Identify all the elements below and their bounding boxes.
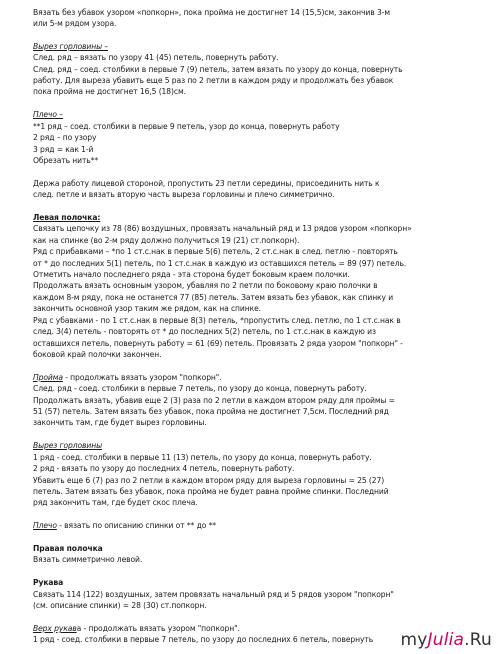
section-heading: Плечо – <box>33 110 63 119</box>
text-line: 51 (57) петель. Затем вязать без убавок, пока пройма не достигнет 7,5см. Последний ряд <box>33 407 389 416</box>
text-line: боковой край полочки закончен. <box>33 350 162 359</box>
watermark-part-ru: .Ru <box>464 630 492 650</box>
section-heading: Вырез горловины <box>33 441 102 450</box>
text-line: Вязать симметрично левой. <box>33 555 143 564</box>
text-line: Отметить начало последнего ряда - эта сторона будет боковым краем полочки. <box>33 270 350 279</box>
text-line <box>33 373 222 382</box>
text-line: **1 ряд – соед. столбики в первые 9 петель, узор до конца, повернуть работу <box>33 122 340 131</box>
text-line: Ряд с прибавками – *по 1 ст.с.нак в первые 5(6) петель, 2 ст.с.нак в след. петлю - повторять <box>33 247 398 256</box>
text-line: Обрезать нить** <box>33 156 99 165</box>
text-line <box>33 521 216 530</box>
text-line: 3 ряд = как 1-й <box>33 145 94 154</box>
text-line: или 5-м рядом узора. <box>33 19 117 28</box>
text-line: Вязать без убавок узором «попкорн», пока пройма не достигнет 14 (15,5)см, закончив 3-м <box>33 8 390 17</box>
text-line: 1 ряд - соед. столбики в первые 7 петель, по узору до последних 6 петель, повернуть <box>33 635 374 644</box>
text-line: След. ряд - соед. столбики в первые 7 петель, по узору до конца, повернуть работу. <box>33 384 367 393</box>
text-line: След. ряд – вязать по узору 41 (45) петель, повернуть работу. <box>33 53 279 62</box>
text-line: 1 ряд - соед. столбики в первые 11 (13) петель, по узору до конца, повернуть работу. <box>33 453 372 462</box>
text-line: Держа работу лицевой стороной, пропустить 23 петли середины, присоединить нить к <box>33 179 380 188</box>
text-line: Продолжать вязать, убавив еще 2 (3) раза по 2 петли в каждом втором ряду для проймы = <box>33 396 395 405</box>
text-line: каждом 8-м ряду, пока не останется 77 (85) петель. Затем вязать без убавок, как спинку и <box>33 293 394 302</box>
text-line: работу. Для выреза убавить еще 5 раз по 2 петли в каждом ряду и продолжать без убавок <box>33 76 394 85</box>
text-line: след. 3(4) петель - повторять от * до последних 5(2) петель, по 1 ст.с.нак в каждую из <box>33 327 376 336</box>
section-title: Левая полочка: <box>33 213 101 222</box>
section-heading: Плечо <box>33 521 57 530</box>
text-line: След. ряд – соед. столбики в первые 7 (9) петель, затем вязать по узору до конца, повернуть <box>33 65 403 74</box>
text-line: петель. Затем вязать без убавок, пока пройма не будет равна пройме спинки. Последний <box>33 487 389 496</box>
text-line: закончить там, где будет вырез горловины. <box>33 418 207 427</box>
text-line: от * до последних 5(1) петель, по 1 ст.с.нак в каждую из оставшихся петель = 89 (97) петель. <box>33 259 407 268</box>
watermark-part-my: my <box>400 630 428 650</box>
section-heading: Пройма <box>33 373 63 382</box>
section-title: Правая полочка <box>33 544 103 553</box>
text-line: Связать цепочку из 78 (86) воздушных, провязать начальный ряд и 13 рядов узором «попкорн» <box>33 224 412 233</box>
text-line: Убавить еще 6 (7) раз по 2 петли в каждом втором ряду для выреза горловины = 25 (27) <box>33 476 385 485</box>
section-heading-rest: а - продолжать вязать узором "попкорн". <box>76 624 240 633</box>
section-heading: Верх рукав <box>33 624 77 633</box>
section-heading-rest: - продолжать вязать узором "попкорн". <box>62 373 222 382</box>
text-line: Ряд с убавками - по 1 ст.с.нак в первые 8(3) петель, *пропустить след. петлю, по 1 ст.с.нак в <box>33 316 401 325</box>
text-line: (см. описание спинки) = 28 (30) ст.попкорн. <box>33 601 207 610</box>
text-line: Связать 114 (122) воздушных, затем провязать начальный ряд и 5 рядов узором "попкорн" <box>33 590 394 599</box>
text-line: как на спинке (во 2-м ряду должно получиться 19 (21) ст.попкорн). <box>33 236 300 245</box>
text-line: след. петле и вязать вторую часть выреза горловины и плечо симметрично. <box>33 190 335 199</box>
section-heading: Вырез горловины – <box>33 42 108 51</box>
text-line: 2 ряд - вязать по узору до последних 4 петель, повернуть работу. <box>33 464 295 473</box>
text-line: закончить основной узор таким же рядом, как на спинке. <box>33 304 261 313</box>
text-line <box>33 624 240 633</box>
text-line: Продолжать вязать основным узором, убавляя по 2 петли по боковому краю полочки в <box>33 281 378 290</box>
section-title: Рукава <box>33 578 64 587</box>
watermark-part-julia: Julia <box>427 630 465 650</box>
text-line: 2 ряд – по узору <box>33 133 97 142</box>
text-line: пока пройма не достигнет 16,5 (18)см. <box>33 87 186 96</box>
watermark-logo <box>400 630 492 650</box>
text-line: оставшихся петель, повернуть работу = 61 (69) петель. Провязать 2 ряда узором "попкорн" - <box>33 339 403 348</box>
text-line: ряд закончить там, где будет скос плеча. <box>33 498 198 507</box>
section-heading-rest: - вязать по описанию спинки от ** до ** <box>56 521 216 530</box>
